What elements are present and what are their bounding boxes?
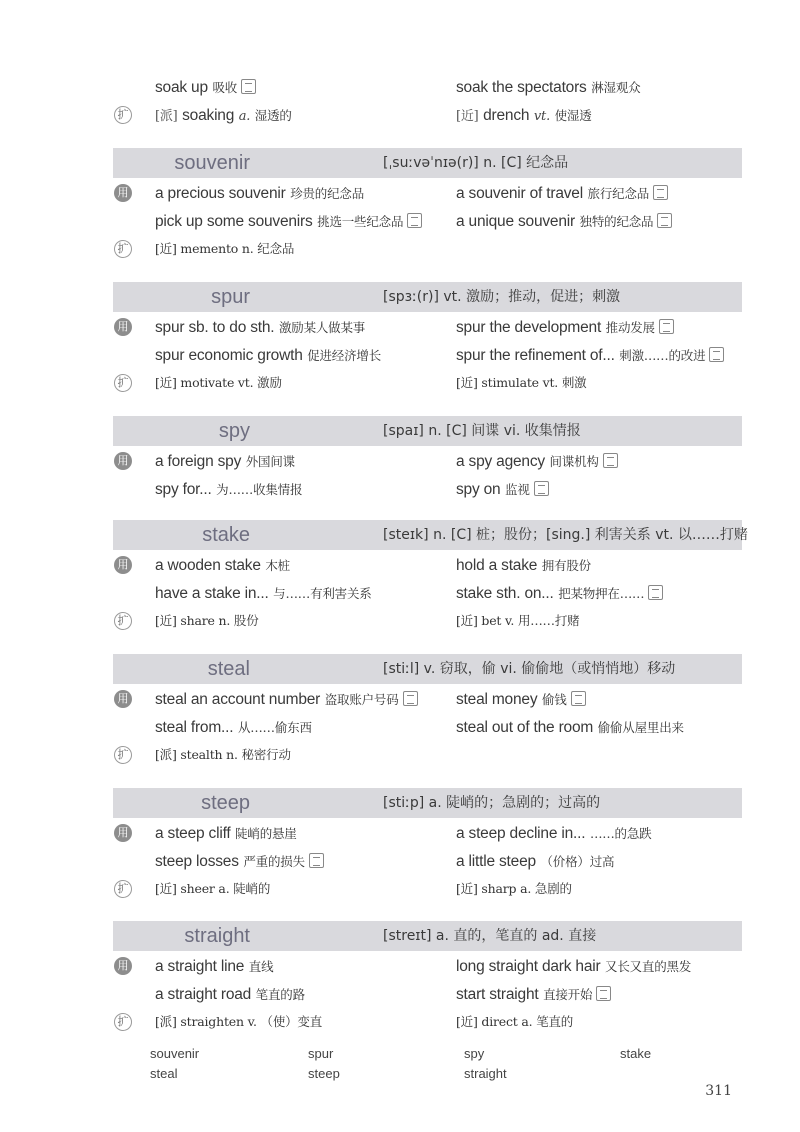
entry-header-stake: stake [steɪk] n. [C] 桩；股份；[sing.] 利害关系 vt. 以……打赌 bbox=[113, 520, 742, 550]
audio-marker-icon bbox=[659, 319, 674, 334]
page-number: 311 bbox=[705, 1083, 732, 1099]
ext-right: [近] drench vt. 使湿透 bbox=[456, 107, 592, 124]
audio-marker-icon bbox=[309, 853, 324, 868]
audio-marker-icon bbox=[596, 986, 611, 1001]
audio-marker-icon bbox=[241, 79, 256, 94]
use-row: a straight road 笔直的路 start straight 直接开始 bbox=[0, 983, 800, 1009]
entry-header-steal: steal [stiːl] v. 窃取，偷 vi. 偷偷地（或悄悄地）移动 bbox=[113, 654, 742, 684]
usage-icon: 用 bbox=[114, 184, 132, 202]
entry-header-straight: straight [streɪt] a. 直的，笔直的 ad. 直接 bbox=[113, 921, 742, 951]
ext-row: 扩 [近] share n. 股份 [近] bet v. 用……打赌 bbox=[0, 610, 800, 636]
use-row: 用 a straight line 直线 long straight dark hair 又长又直的黑发 bbox=[0, 955, 800, 981]
audio-marker-icon bbox=[403, 691, 418, 706]
use-left: soak up 吸收 bbox=[155, 76, 256, 99]
use-right: soak the spectators 淋湿观众 bbox=[456, 79, 641, 96]
definition: [ˌsuːvəˈnɪə(r)] n. [C] 纪念品 bbox=[383, 155, 569, 171]
usage-icon: 用 bbox=[114, 556, 132, 574]
ext-left: [派] soaking a. 湿透的 bbox=[155, 107, 292, 124]
use-row: 用 steal an account number 盗取账户号码 steal money 偷钱 bbox=[0, 688, 800, 714]
review-word: straight bbox=[464, 1066, 507, 1081]
audio-marker-icon bbox=[534, 481, 549, 496]
use-row: have a stake in... 与……有利害关系 stake sth. on... 把某物押在…… bbox=[0, 582, 800, 608]
use-row: spy for... 为……收集情报 spy on 监视 bbox=[0, 478, 800, 504]
use-row: steal from... 从……偷东西 steal out of the room 偷偷从屋里出来 bbox=[155, 719, 684, 736]
use-row: 用 a wooden stake 木桩 hold a stake 拥有股份 bbox=[0, 554, 800, 580]
ext-row: 扩 [近] sheer a. 陡峭的 [近] sharp a. 急剧的 bbox=[0, 878, 800, 904]
review-word: steal bbox=[150, 1066, 178, 1081]
use-row: 用 a foreign spy 外国间谍 a spy agency 间谍机构 bbox=[0, 450, 800, 476]
ext-row: 扩 [派] straighten v. （使）变直 [近] direct a. 笔直的 bbox=[0, 1011, 800, 1037]
review-word: spur bbox=[308, 1046, 334, 1061]
audio-marker-icon bbox=[709, 347, 724, 362]
audio-marker-icon bbox=[653, 185, 668, 200]
use-row: 用 a steep cliff 陡峭的悬崖 a steep decline in... ……的急跌 bbox=[0, 822, 800, 848]
ext-row: 扩 [近] memento n. 纪念品 bbox=[0, 238, 800, 264]
review-word: souvenir bbox=[150, 1046, 200, 1061]
entry-header-spy: spy [spaɪ] n. [C] 间谍 vi. 收集情报 bbox=[113, 416, 742, 446]
use-row: 用 a precious souvenir 珍贵的纪念品 a souvenir of travel 旅行纪念品 bbox=[0, 182, 800, 208]
use-row bbox=[0, 76, 800, 102]
entry-header-steep: steep [stiːp] a. 陡峭的；急剧的；过高的 bbox=[113, 788, 742, 818]
extension-icon: 扩 bbox=[114, 106, 132, 124]
use-row: 用 spur sb. to do sth. 激励某人做某事 spur the development 推动发展 bbox=[0, 316, 800, 342]
usage-icon: 用 bbox=[114, 318, 132, 336]
extension-icon: 扩 bbox=[114, 612, 132, 630]
extension-icon: 扩 bbox=[114, 1013, 132, 1031]
audio-marker-icon bbox=[407, 213, 422, 228]
ext-row bbox=[0, 104, 800, 130]
audio-marker-icon bbox=[603, 453, 618, 468]
review-word: stake bbox=[620, 1046, 652, 1061]
ext-row: 扩 [近] motivate vt. 激励 [近] stimulate vt. 刺激 bbox=[0, 372, 800, 398]
review-word: spy bbox=[464, 1046, 485, 1061]
entry-header-souvenir bbox=[113, 148, 742, 178]
audio-marker-icon bbox=[571, 691, 586, 706]
usage-icon: 用 bbox=[114, 957, 132, 975]
usage-icon: 用 bbox=[114, 690, 132, 708]
extension-icon: 扩 bbox=[114, 746, 132, 764]
headword: souvenir bbox=[174, 152, 250, 174]
extension-icon: 扩 bbox=[114, 880, 132, 898]
usage-icon: 用 bbox=[114, 824, 132, 842]
extension-icon: 扩 bbox=[114, 240, 132, 258]
audio-marker-icon bbox=[657, 213, 672, 228]
entry-header-spur: spur [spɜː(r)] vt. 激励；推动，促进；刺激 bbox=[113, 282, 742, 312]
use-row: spur economic growth 促进经济增长 spur the refinement of... 刺激……的改进 bbox=[0, 344, 800, 370]
ext-row: 扩 [派] stealth n. 秘密行动 bbox=[0, 744, 800, 770]
extension-icon: 扩 bbox=[114, 374, 132, 392]
audio-marker-icon bbox=[648, 585, 663, 600]
usage-icon: 用 bbox=[114, 452, 132, 470]
use-row: steep losses 严重的损失 a little steep （价格）过高 bbox=[155, 853, 615, 870]
use-row: pick up some souvenirs 挑选一些纪念品 a unique souvenir 独特的纪念品 bbox=[0, 210, 800, 236]
review-word: steep bbox=[308, 1066, 340, 1081]
